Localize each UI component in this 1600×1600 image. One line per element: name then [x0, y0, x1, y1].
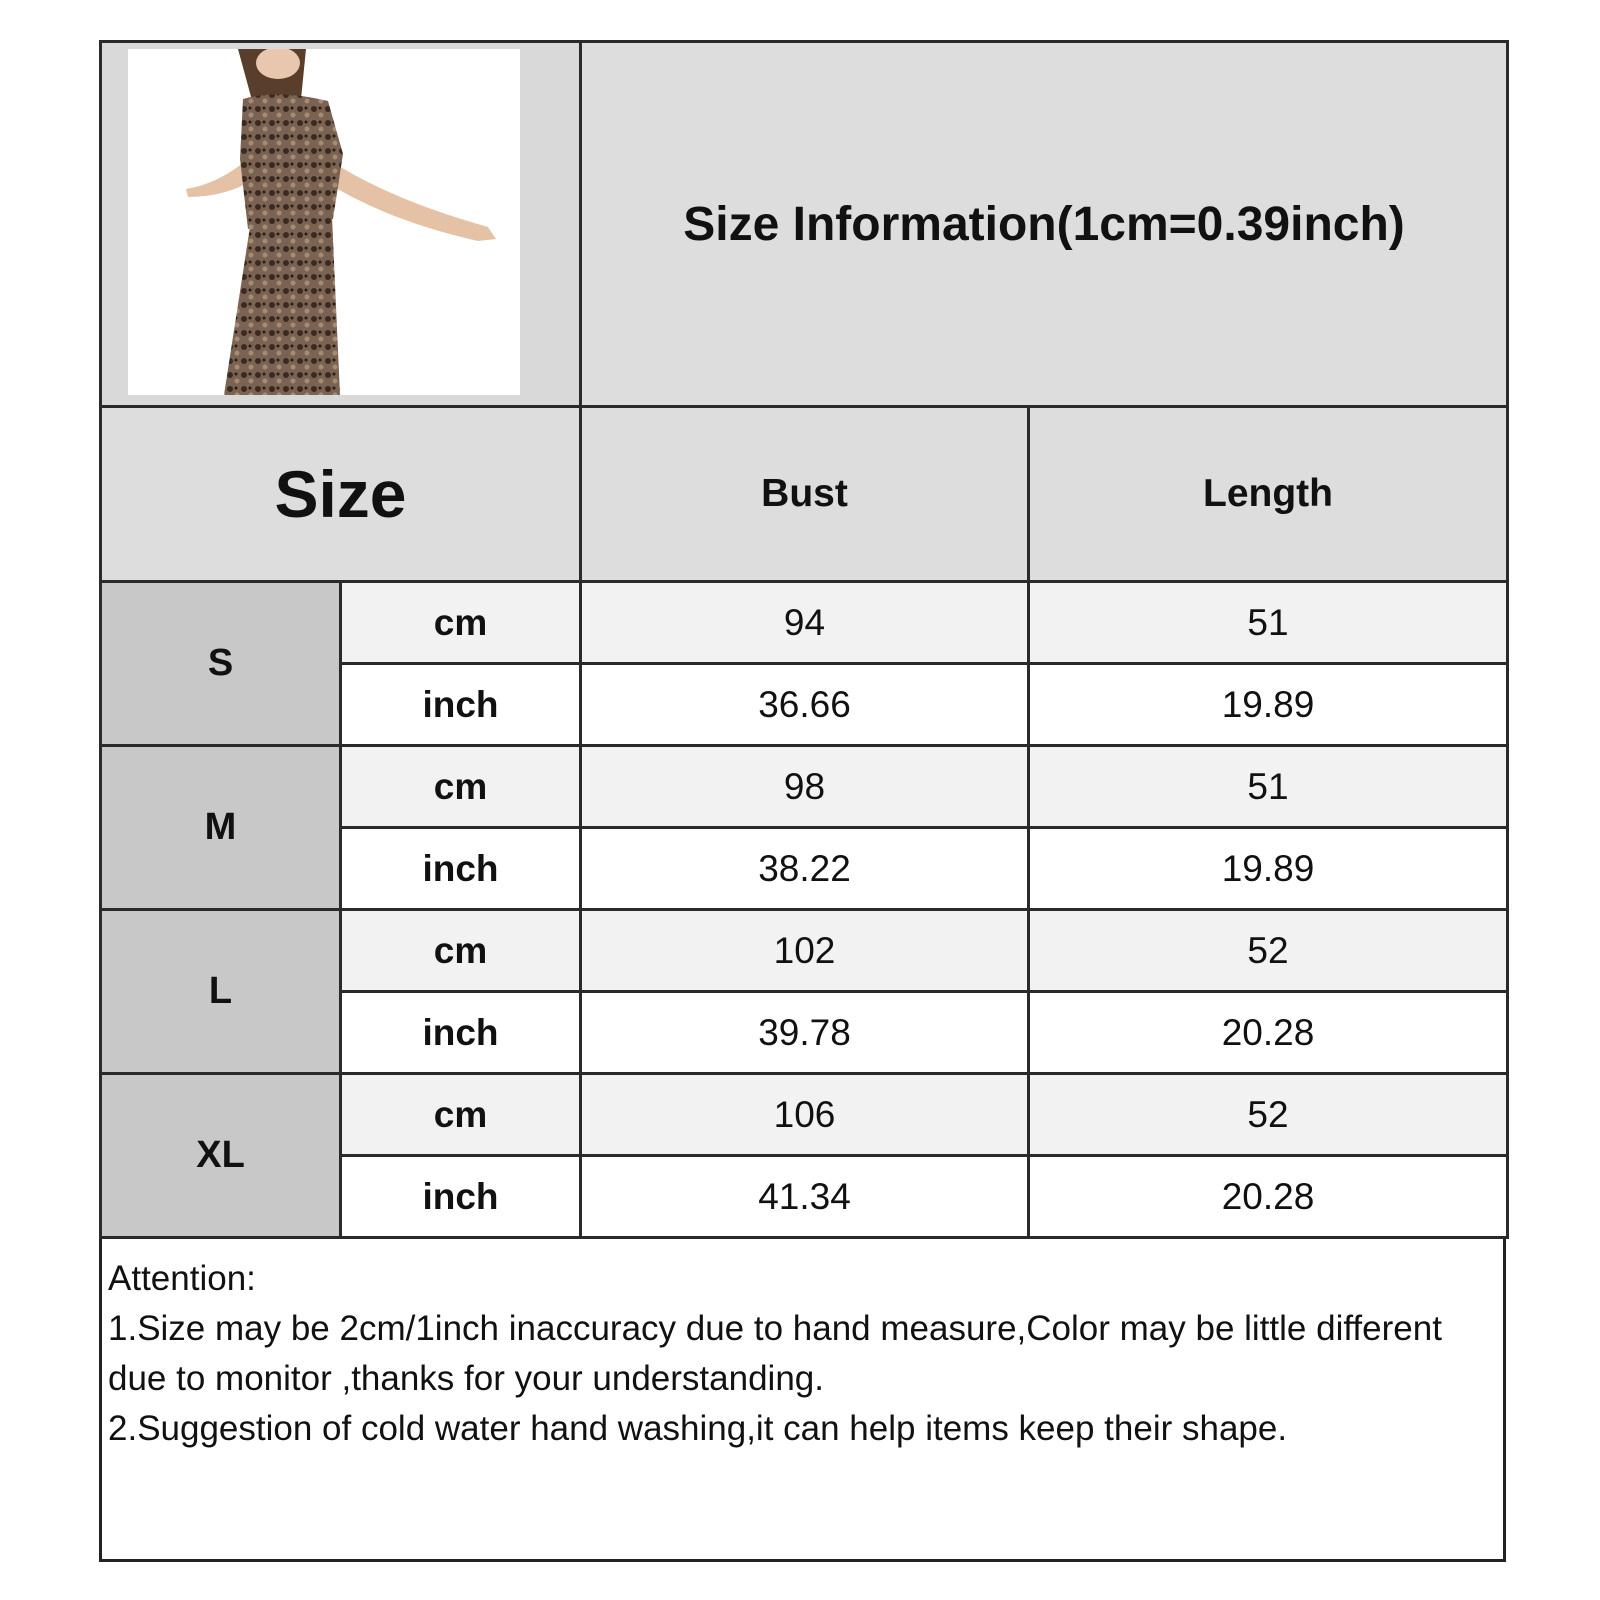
bust-value: 102 — [581, 910, 1029, 992]
bust-value: 36.66 — [581, 664, 1029, 746]
product-photo-cell — [101, 42, 581, 407]
bust-column-header: Bust — [581, 407, 1029, 582]
size-chart-table — [99, 40, 1509, 1239]
attention-heading: Attention: — [108, 1259, 256, 1298]
attention-note-2: 2.Suggestion of cold water hand washing,it can help items keep their shape. — [108, 1409, 1288, 1448]
unit-label: cm — [341, 1074, 581, 1156]
size-column-header: Size — [101, 407, 581, 582]
unit-label: inch — [341, 1156, 581, 1238]
table-row — [101, 1074, 1508, 1156]
unit-label: inch — [341, 828, 581, 910]
unit-label: inch — [341, 664, 581, 746]
table-row — [101, 910, 1508, 992]
size-label-s: S — [101, 582, 341, 746]
table-row — [101, 746, 1508, 828]
length-value: 51 — [1029, 746, 1508, 828]
length-column-header: Length — [1029, 407, 1508, 582]
unit-label: inch — [341, 992, 581, 1074]
size-info-title: Size Information(1cm=0.39inch) — [581, 42, 1508, 407]
length-value: 20.28 — [1029, 1156, 1508, 1238]
bust-value: 41.34 — [581, 1156, 1029, 1238]
length-value: 19.89 — [1029, 664, 1508, 746]
bust-value: 98 — [581, 746, 1029, 828]
attention-notes — [108, 1254, 1498, 1454]
length-value: 51 — [1029, 582, 1508, 664]
product-photo — [128, 49, 520, 395]
unit-label: cm — [341, 582, 581, 664]
model-figure-image — [128, 49, 520, 395]
length-value: 52 — [1029, 910, 1508, 992]
length-value: 19.89 — [1029, 828, 1508, 910]
size-label-l: L — [101, 910, 341, 1074]
attention-note-1: 1.Size may be 2cm/1inch inaccuracy due to hand measure,Color may be little different due to monitor ,thanks for your understanding. — [108, 1309, 1442, 1398]
bust-value: 39.78 — [581, 992, 1029, 1074]
table-row — [101, 582, 1508, 664]
size-label-m: M — [101, 746, 341, 910]
bust-value: 94 — [581, 582, 1029, 664]
unit-label: cm — [341, 746, 581, 828]
bust-value: 38.22 — [581, 828, 1029, 910]
bust-value: 106 — [581, 1074, 1029, 1156]
length-value: 20.28 — [1029, 992, 1508, 1074]
unit-label: cm — [341, 910, 581, 992]
size-label-xl: XL — [101, 1074, 341, 1238]
length-value: 52 — [1029, 1074, 1508, 1156]
